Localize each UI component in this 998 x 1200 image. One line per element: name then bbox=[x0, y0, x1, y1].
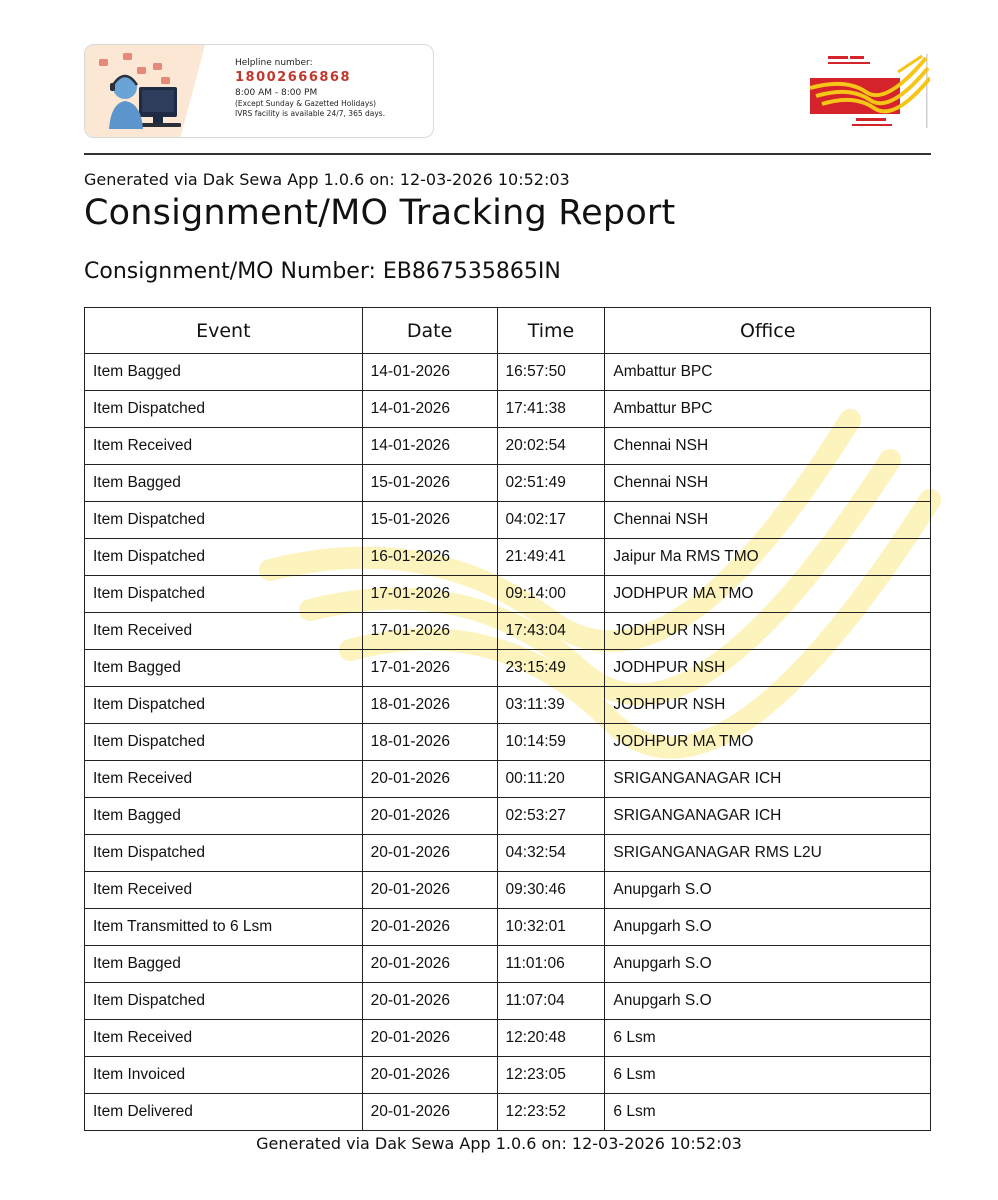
cell-event: Item Received bbox=[85, 1020, 363, 1057]
consignment-number: Consignment/MO Number: EB867535865IN bbox=[84, 259, 561, 284]
cell-time: 09:14:00 bbox=[497, 576, 605, 613]
table-row bbox=[85, 835, 931, 872]
india-post-logo-icon bbox=[806, 48, 930, 134]
header-divider bbox=[84, 153, 931, 155]
cell-date: 17-01-2026 bbox=[362, 650, 497, 687]
cell-event: Item Dispatched bbox=[85, 539, 363, 576]
cell-event: Item Transmitted to 6 Lsm bbox=[85, 909, 363, 946]
cell-date: 20-01-2026 bbox=[362, 1094, 497, 1131]
cell-event: Item Received bbox=[85, 761, 363, 798]
cell-event: Item Bagged bbox=[85, 354, 363, 391]
cell-date: 18-01-2026 bbox=[362, 687, 497, 724]
table-row bbox=[85, 613, 931, 650]
cell-time: 04:02:17 bbox=[497, 502, 605, 539]
table-row bbox=[85, 909, 931, 946]
cell-event: Item Dispatched bbox=[85, 687, 363, 724]
cell-time: 17:43:04 bbox=[497, 613, 605, 650]
cell-event: Item Dispatched bbox=[85, 576, 363, 613]
cell-office: JODHPUR MA TMO bbox=[605, 724, 931, 761]
table-row bbox=[85, 687, 931, 724]
cell-office: Anupgarh S.O bbox=[605, 909, 931, 946]
cell-date: 14-01-2026 bbox=[362, 391, 497, 428]
cell-office: SRIGANGANAGAR ICH bbox=[605, 798, 931, 835]
page-title: Consignment/MO Tracking Report bbox=[84, 193, 676, 233]
cell-date: 20-01-2026 bbox=[362, 1020, 497, 1057]
column-header-date: Date bbox=[362, 308, 497, 354]
cell-time: 20:02:54 bbox=[497, 428, 605, 465]
cell-event: Item Received bbox=[85, 428, 363, 465]
table-row bbox=[85, 428, 931, 465]
cell-event: Item Dispatched bbox=[85, 391, 363, 428]
cell-time: 12:23:05 bbox=[497, 1057, 605, 1094]
cell-event: Item Dispatched bbox=[85, 835, 363, 872]
cell-office: Anupgarh S.O bbox=[605, 872, 931, 909]
cell-event: Item Invoiced bbox=[85, 1057, 363, 1094]
cell-office: JODHPUR NSH bbox=[605, 687, 931, 724]
cell-event: Item Received bbox=[85, 872, 363, 909]
helpline-exception: (Except Sunday & Gazetted Holidays) bbox=[235, 99, 377, 108]
cell-date: 14-01-2026 bbox=[362, 428, 497, 465]
cell-time: 16:57:50 bbox=[497, 354, 605, 391]
cell-office: Chennai NSH bbox=[605, 465, 931, 502]
cell-office: Chennai NSH bbox=[605, 428, 931, 465]
cell-date: 20-01-2026 bbox=[362, 835, 497, 872]
cell-office: 6 Lsm bbox=[605, 1020, 931, 1057]
table-row bbox=[85, 354, 931, 391]
cell-event: Item Dispatched bbox=[85, 502, 363, 539]
cell-office: Ambattur BPC bbox=[605, 391, 931, 428]
cell-time: 12:23:52 bbox=[497, 1094, 605, 1131]
table-row bbox=[85, 650, 931, 687]
cell-office: Jaipur Ma RMS TMO bbox=[605, 539, 931, 576]
cell-time: 02:51:49 bbox=[497, 465, 605, 502]
cell-time: 03:11:39 bbox=[497, 687, 605, 724]
helpline-label: Helpline number: bbox=[235, 58, 313, 68]
cell-date: 20-01-2026 bbox=[362, 983, 497, 1020]
column-header-time: Time bbox=[497, 308, 605, 354]
table-row bbox=[85, 1020, 931, 1057]
cell-date: 20-01-2026 bbox=[362, 1057, 497, 1094]
tracking-table-body bbox=[85, 354, 931, 1131]
table-row bbox=[85, 576, 931, 613]
table-row bbox=[85, 946, 931, 983]
cell-event: Item Bagged bbox=[85, 650, 363, 687]
cell-date: 14-01-2026 bbox=[362, 354, 497, 391]
cell-date: 20-01-2026 bbox=[362, 761, 497, 798]
helpline-card bbox=[84, 44, 434, 138]
cell-office: 6 Lsm bbox=[605, 1094, 931, 1131]
cell-office: Ambattur BPC bbox=[605, 354, 931, 391]
table-row bbox=[85, 1094, 931, 1131]
cell-date: 15-01-2026 bbox=[362, 502, 497, 539]
generated-timestamp-top: Generated via Dak Sewa App 1.0.6 on: 12-03-2026 10:52:03 bbox=[84, 170, 570, 189]
support-agent-illustration-icon bbox=[85, 45, 225, 138]
column-header-event: Event bbox=[85, 308, 363, 354]
table-row bbox=[85, 465, 931, 502]
table-row bbox=[85, 798, 931, 835]
cell-time: 10:32:01 bbox=[497, 909, 605, 946]
table-row bbox=[85, 502, 931, 539]
table-row bbox=[85, 872, 931, 909]
cell-time: 21:49:41 bbox=[497, 539, 605, 576]
cell-date: 20-01-2026 bbox=[362, 946, 497, 983]
cell-office: 6 Lsm bbox=[605, 1057, 931, 1094]
cell-event: Item Bagged bbox=[85, 798, 363, 835]
cell-office: JODHPUR NSH bbox=[605, 650, 931, 687]
cell-event: Item Bagged bbox=[85, 946, 363, 983]
cell-time: 04:32:54 bbox=[497, 835, 605, 872]
cell-time: 17:41:38 bbox=[497, 391, 605, 428]
cell-date: 20-01-2026 bbox=[362, 909, 497, 946]
cell-date: 15-01-2026 bbox=[362, 465, 497, 502]
cell-time: 09:30:46 bbox=[497, 872, 605, 909]
helpline-ivrs: IVRS facility is available 24/7, 365 days. bbox=[235, 109, 386, 118]
cell-office: Anupgarh S.O bbox=[605, 983, 931, 1020]
table-row bbox=[85, 539, 931, 576]
cell-event: Item Dispatched bbox=[85, 983, 363, 1020]
cell-date: 17-01-2026 bbox=[362, 576, 497, 613]
cell-time: 11:01:06 bbox=[497, 946, 605, 983]
column-header-office: Office bbox=[605, 308, 931, 354]
cell-date: 17-01-2026 bbox=[362, 613, 497, 650]
cell-date: 16-01-2026 bbox=[362, 539, 497, 576]
helpline-number: 18002666868 bbox=[235, 70, 351, 85]
helpline-text bbox=[235, 57, 431, 119]
table-row bbox=[85, 1057, 931, 1094]
cell-time: 02:53:27 bbox=[497, 798, 605, 835]
cell-date: 20-01-2026 bbox=[362, 798, 497, 835]
cell-time: 10:14:59 bbox=[497, 724, 605, 761]
cell-office: Anupgarh S.O bbox=[605, 946, 931, 983]
table-row bbox=[85, 391, 931, 428]
cell-time: 11:07:04 bbox=[497, 983, 605, 1020]
cell-time: 12:20:48 bbox=[497, 1020, 605, 1057]
helpline-hours: 8:00 AM - 8:00 PM bbox=[235, 88, 318, 98]
cell-date: 18-01-2026 bbox=[362, 724, 497, 761]
cell-event: Item Received bbox=[85, 613, 363, 650]
tracking-table bbox=[84, 307, 931, 1131]
generated-timestamp-bottom: Generated via Dak Sewa App 1.0.6 on: 12-03-2026 10:52:03 bbox=[256, 1134, 742, 1153]
cell-event: Item Dispatched bbox=[85, 724, 363, 761]
cell-date: 20-01-2026 bbox=[362, 872, 497, 909]
cell-time: 23:15:49 bbox=[497, 650, 605, 687]
cell-office: SRIGANGANAGAR ICH bbox=[605, 761, 931, 798]
cell-office: SRIGANGANAGAR RMS L2U bbox=[605, 835, 931, 872]
cell-time: 00:11:20 bbox=[497, 761, 605, 798]
cell-event: Item Delivered bbox=[85, 1094, 363, 1131]
table-row bbox=[85, 983, 931, 1020]
cell-office: JODHPUR MA TMO bbox=[605, 576, 931, 613]
table-header-row bbox=[85, 308, 931, 354]
table-row bbox=[85, 724, 931, 761]
table-row bbox=[85, 761, 931, 798]
cell-event: Item Bagged bbox=[85, 465, 363, 502]
cell-office: JODHPUR NSH bbox=[605, 613, 931, 650]
cell-office: Chennai NSH bbox=[605, 502, 931, 539]
